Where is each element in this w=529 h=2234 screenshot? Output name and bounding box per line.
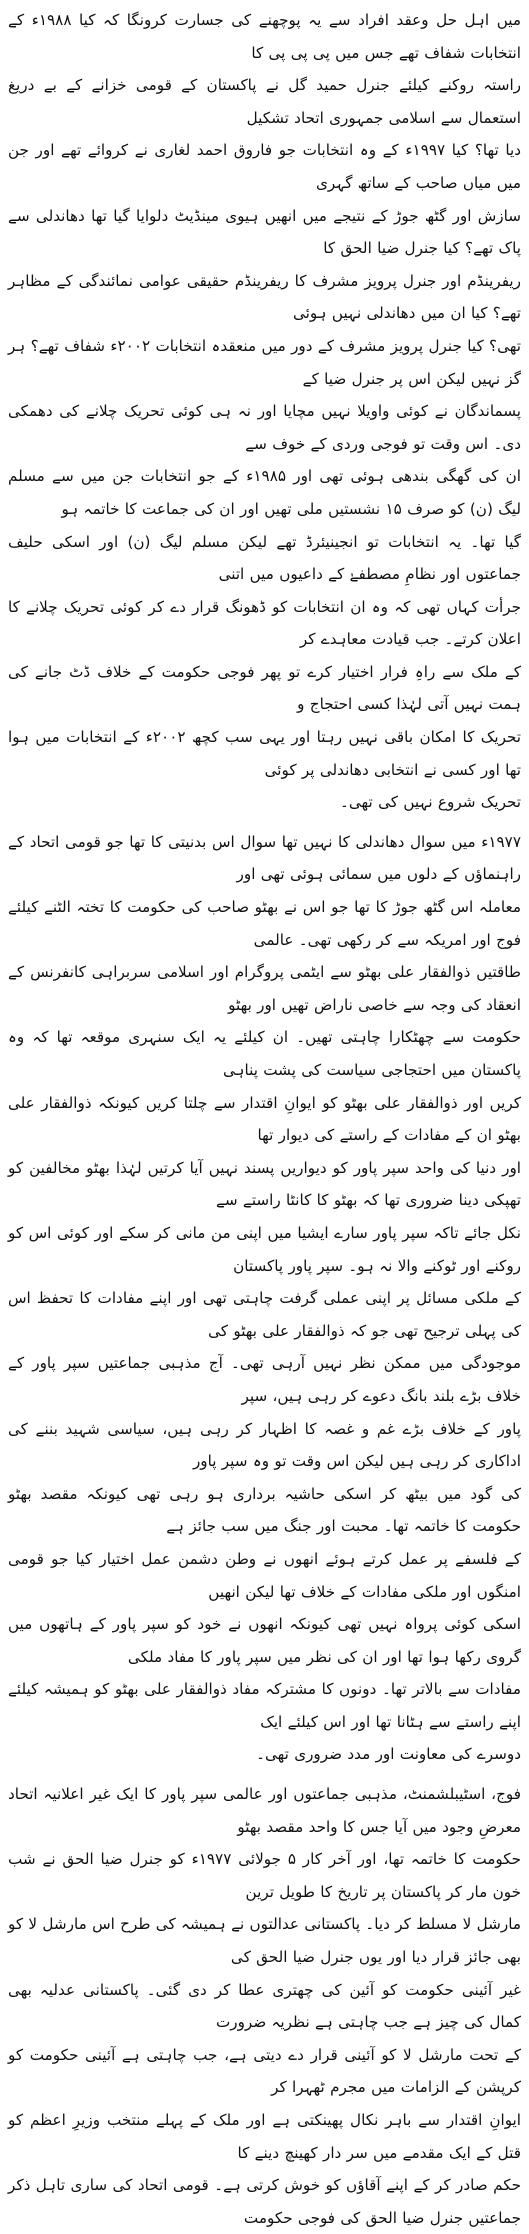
text-line: دوسرے کی معاونت اور مدد ضروری تھی۔: [256, 1745, 521, 1764]
text-line: اور دنیا کی واحد سپر پاور کو دیواریں پسند نہیں آیا کرتیں لہٰذا بھٹو مخالفین کو تھپکی دینا ضروری تھا کہ بھٹو کا کانٹا راستے سے: [8, 1158, 521, 1210]
paragraph-3: [8, 1778, 521, 2234]
text-line: ایوانِ اقتدار سے باہر نکال پھینکتی ہے اور ملک کے پہلے منتخب وزیرِ اعظم کو قتل کے ایک مقدمے میں سر دار کھینچ دینے کا: [8, 2111, 521, 2162]
text-line: غیر آئینی حکومت کو آئین کی چھتری عطا کر دی گئی۔ پاکستانی عدلیہ بھی کمال کی چیز ہے جب چاہتی ہے نظریہ ضرورت: [8, 1980, 521, 2032]
text-line: تھی؟ کیا جنرل پرویز مشرف کے دور میں منعقدہ انتخابات ۲۰۰۲ء شفاف تھے؟ ہر گز نہیں لیکن اس پر جنرل ضیا کے: [8, 336, 521, 388]
text-line: کریں اور ذوالفقار علی بھٹو کو ایوانِ اقتدار سے چلتا کریں کیونکہ ذوالفقار علی بھٹو ان کے مفادات کے راستے کی دیوار تھا: [8, 1093, 521, 1145]
text-line: کے فلسفے پر عمل کرتے ہوئے انھوں نے وطن دشمن عمل اختیار کیا جو قومی امنگوں اور ملکی مفادات کے خلاف تھا لیکن انھیں: [8, 1549, 521, 1601]
text-line: کی گود میں بیٹھ کر اسکی حاشیہ برداری ہو رہی تھی کیونکہ مقصد بھٹو حکومت کا خاتمہ تھا۔ محبت اور جنگ میں سب جائز ہے: [8, 1484, 521, 1536]
text-line: تحریک کا امکان باقی نہیں رہتا اور یہی سب کچھ ۲۰۰۲ء کے انتخابات میں ہوا تھا اور کسی نے انتخابی دھاندلی پر کوئی: [8, 728, 521, 779]
text-line: ان کی گھگی بندھی ہوئی تھی اور ۱۹۸۵ء کے جو انتخابات جن میں سے مسلم لیگ (ن) کو صرف ۱۵ نشستیں ملی تھیں اور ان کی جماعت کا خاتمہ ہو: [8, 467, 521, 518]
text-line: ۱۹۷۷ء میں سوال دھاندلی کا نہیں تھا سوال اس بدنیتی کا تھا جو قومی اتحاد کے راہنماؤں کے دلوں میں سمائی ہوئی تھی اور: [8, 832, 521, 884]
text-line: میں اہل حل وعقد افراد سے یہ پوچھنے کی جسارت کرونگا کہ کیا ۱۹۸۸ء کے انتخابات شفاف تھے جس میں پی پی پی کا: [8, 11, 521, 62]
text-line: راستہ روکنے کیلئے جنرل حمید گل نے پاکستان کے قومی خزانے کے بے دریغ استعمال سے اسلامی جمہوری اتحاد تشکیل: [8, 76, 521, 127]
text-line: حکم صادر کر کے اپنے آقاؤں کو خوش کرتی ہے۔ قومی اتحاد کی ساری تاہل ذکر جماعتیں جنرل ضیا الحق کی فوجی حکومت: [8, 2176, 521, 2227]
text-line: حکومت کا خاتمہ تھا، اور آخر کار ۵ جولائی ۱۹۷۷ء کو جنرل ضیا الحق نے شب خون مار کر پاکستان پر تاریخ کا طویل ترین: [8, 1850, 522, 1901]
text-line: فوج، اسٹیبلشمنٹ، مذہبی جماعتوں اور عالمی سپر پاور کا ایک غیر اعلانیہ اتحاد معرضِ وجود میں آیا جس کا واحد مقصد بھٹو: [8, 1785, 521, 1836]
text-line: ریفرینڈم اور جنرل پرویز مشرف کا ریفرینڈم حقیقی عوامی نمائندگی کے مظاہر تھے؟ کیا ان میں دھاندلی نہیں ہوئی: [8, 271, 521, 323]
text-line: مارشل لا مسلط کر دیا۔ پاکستانی عدالتوں نے ہمیشہ کی طرح اس مارشل لا کو بھی جائز قرار دیا اور یوں جنرل ضیا الحق کی: [8, 1915, 521, 1967]
text-line: کے تحت مارشل لا کو آئینی قرار دے دیتی ہے، جب چاہتی ہے آئینی حکومت کو کرپشن کے الزامات میں مجرم ٹھہرا کر: [8, 2045, 521, 2097]
text-line: گیا تھا۔ یہ انتخابات تو انجینیئرڈ تھے لیکن مسلم لیگ (ن) اور اسکی حلیف جماعتوں اور نظامِ مصطفےٰ کے داعیوں میں اتنی: [8, 532, 521, 584]
text-line: نکل جائے تاکہ سپر پاور سارے ایشیا میں اپنی من مانی کر سکے اور کوئی اس کو روکنے اور ٹوکنے والا نہ ہو۔ سپر پاور پاکستان: [8, 1223, 521, 1275]
text-line: معاملہ اس گٹھ جوڑ کا تھا جو اس نے بھٹو صاحب کی حکومت کا تختہ الٹنے کیلئے فوج اور امریکہ سے کر رکھی تھی۔ عالمی: [8, 898, 521, 949]
text-line: پاور کے خلاف بڑے غم و غصہ کا اظہار کر رہی ہیں، سیاسی شہید بننے کی اداکاری کر رہی ہیں لیکن اس وقت تو وہ سپر پاور: [8, 1419, 521, 1471]
text-line: اسکی کوئی پرواہ نہیں تھی کیونکہ انھوں نے خود کو سپر پاور کے ہاتھوں میں گروی رکھا ہوا تھا اور ان کی نظر میں سپر پاور کا مفاد ملکی: [8, 1615, 521, 1666]
paragraph-1: [8, 4, 521, 819]
text-line: تحریک شروع نہیں کی تھی۔: [340, 793, 521, 812]
text-line: مفادات سے بالاتر تھا۔ دونوں کا مشترکہ مفاد ذوالفقار علی بھٹو کو ہمیشہ کیلئے اپنے راستے سے ہٹانا تھا اور اس کیلئے ایک: [8, 1680, 521, 1731]
text-line: دیا تھا؟ کیا ۱۹۹۷ء کے وہ انتخابات جو فاروق احمد لغاری نے کروائے تھے اور جن میں میاں صاحب کے ساتھ گہری: [8, 141, 521, 192]
text-line: حکومت سے چھٹکارا چاہتی تھیں۔ ان کیلئے یہ ایک سنہری موقعہ تھا کہ وہ پاکستان میں احتجاجی سیاست کی پشت پناہی: [8, 1028, 521, 1079]
text-line: کے ملکی مسائل پر اپنی عملی گرفت چاہتی تھی اور اپنے مفادات کا تحفظ اس کی پہلی ترجیح تھی جو کہ ذوالفقار علی بھٹو کی: [8, 1289, 521, 1340]
text-line: طاقتیں ذوالفقار علی بھٹو سے ایٹمی پروگرام اور اسلامی سربراہی کانفرنس کے انعقاد کی وجہ سے خاصی ناراض تھیں اور بھٹو: [8, 963, 521, 1014]
text-line: پسماندگان نے کوئی واویلا نہیں مچایا اور نہ ہی کوئی تحریک چلانے کی دھمکی دی۔ اس وقت تو فوجی وردی کے خوف سے: [8, 402, 521, 453]
paragraph-2: [8, 826, 521, 1771]
text-line: کے ملک سے راہِ فرار اختیار کرے تو پھر فوجی حکومت کے خلاف ڈٹ جانے کی ہمت نہیں آتی لہٰذا کسی احتجاج و: [8, 662, 521, 714]
text-line: جرأت کہاں تھی کہ وہ ان انتخابات کو ڈھونگ قرار دے کر کوئی تحریک چلانے کا اعلان کرتے۔ جب قیادت معاہدے کر: [8, 597, 521, 649]
text-line: موجودگی میں ممکن نظر نہیں آرہی تھی۔ آج مذہبی جماعتیں سپر پاور کے خلاف بڑے بلند بانگ دعوے کر رہی ہیں، سپر: [8, 1354, 521, 1405]
text-line: سازش اور گٹھ جوڑ کے نتیجے میں انھیں ہیوی مینڈیٹ دلوایا گیا تھا دھاندلی سے پاک تھے؟ کیا جنرل ضیا الحق کا: [8, 206, 521, 258]
